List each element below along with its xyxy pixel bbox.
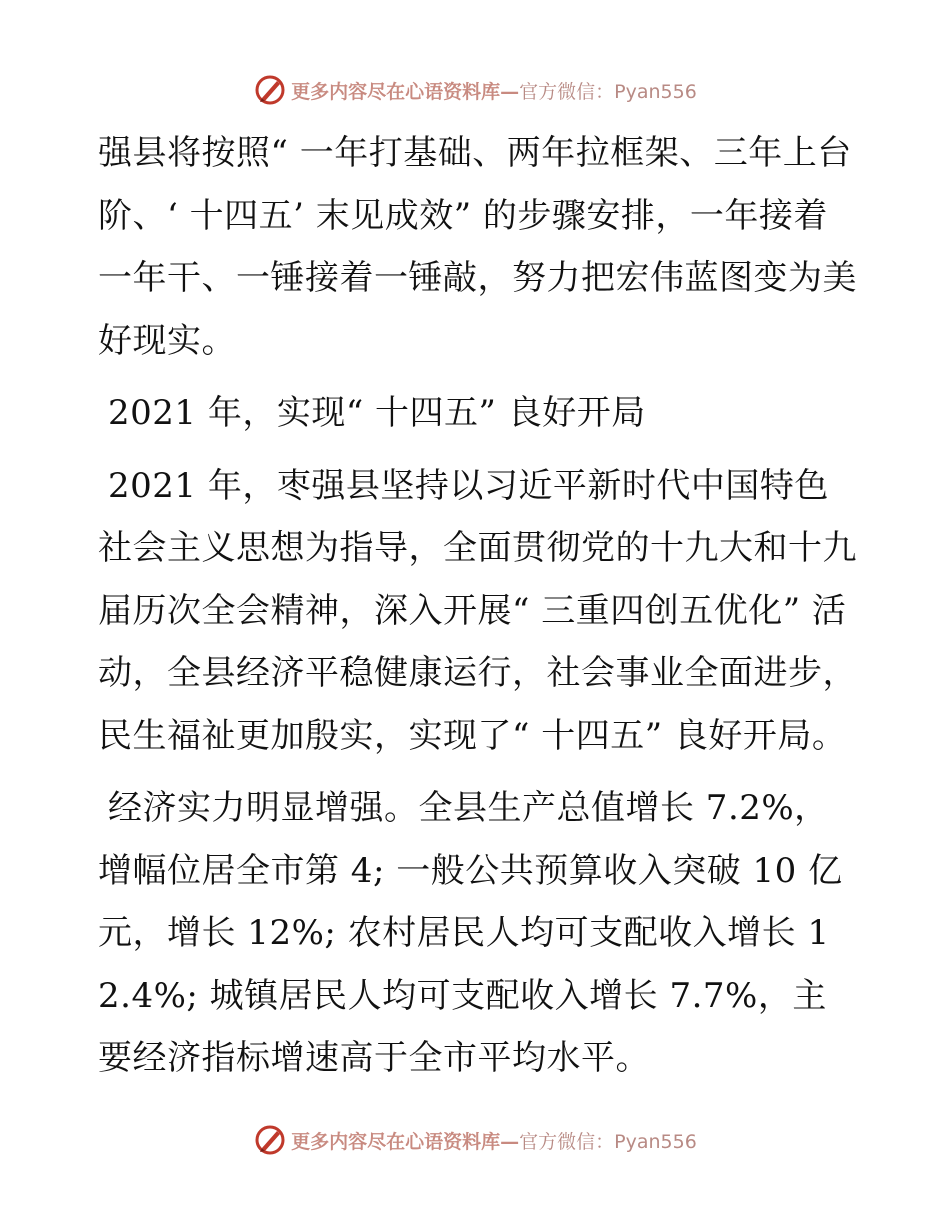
watermark-wechat-text: 官方微信：Pyan556 xyxy=(519,1130,697,1153)
watermark-main-text: 更多内容尽在心语资料库— xyxy=(291,80,520,103)
pen-logo-icon xyxy=(253,1123,287,1157)
watermark-main-text: 更多内容尽在心语资料库— xyxy=(291,1130,520,1153)
watermark-wechat-text: 官方微信：Pyan556 xyxy=(519,80,697,103)
pen-logo-icon xyxy=(253,73,287,107)
header-watermark xyxy=(0,70,950,110)
paragraph-plan: 强县将按照“ 一年打基础、两年拉框架、三年上台阶、‘ 十四五’ 末见成效” 的步骤安排，一年接着一年干、一锤接着一锤敲，努力把宏伟蓝图变为美好现实。 xyxy=(98,133,857,361)
paragraph-summary: 2021 年，枣强县坚持以习近平新时代中国特色社会主义思想为指导，全面贯彻党的十九大和十九届历次全会精神，深入开展“ 三重四创五优化” 活动，全县经济平稳健康运行，社会事业全面进步，民生福祉更加殷实，实现了“ 十四五” 良好开局。 xyxy=(98,465,857,756)
section-heading: 2021 年，实现“ 十四五” 良好开局 xyxy=(108,393,646,433)
paragraph-economy: 经济实力明显增强。全县生产总值增长 7.2%，增幅位居全市第 4; 一般公共预算收入突破 10 亿元，增长 12%; 农村居民人均可支配收入增长 12.4%; 城镇居民人均可支配收入增长 7.7%，主要经济指标增速高于全市平均水平。 xyxy=(98,788,843,1078)
document-body xyxy=(98,122,858,1090)
footer-watermark xyxy=(0,1120,950,1160)
